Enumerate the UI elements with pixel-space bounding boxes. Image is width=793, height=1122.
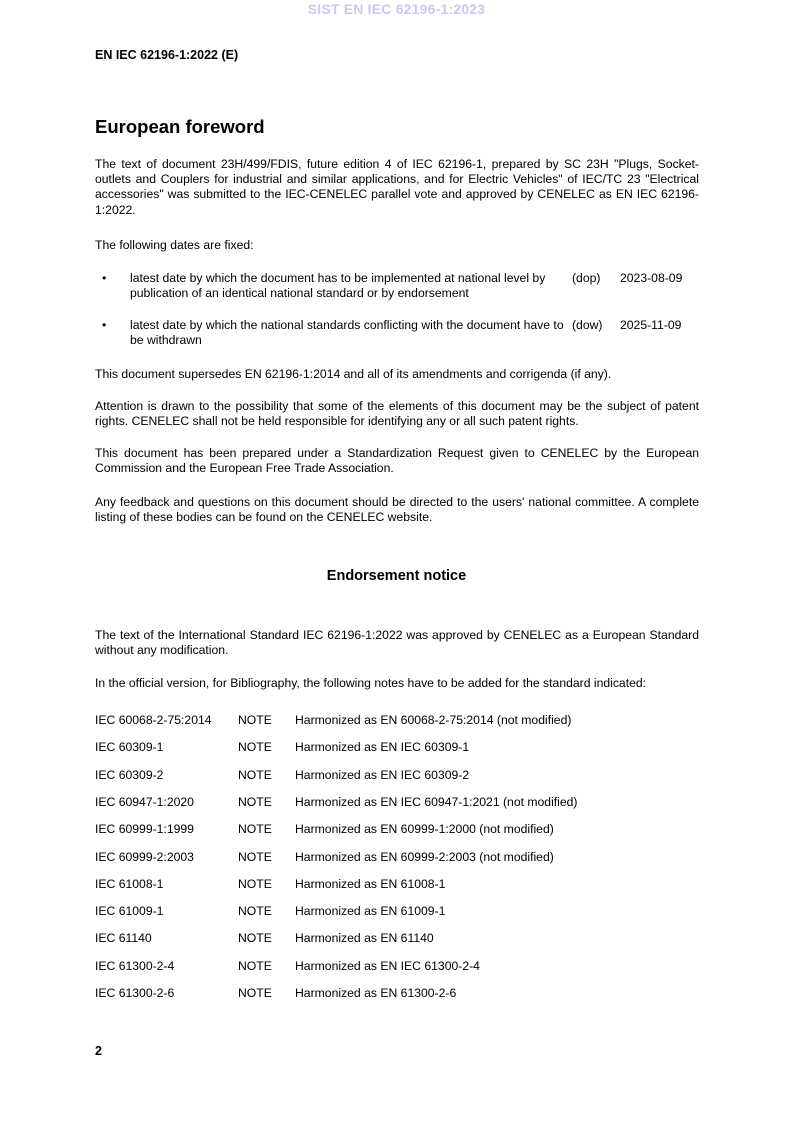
endorsement-title: Endorsement notice — [326, 568, 467, 584]
reference-standard: IEC 61300-2-4 — [95, 958, 175, 973]
reference-harmonized: Harmonized as EN 60999-2:2003 (not modified) — [295, 849, 554, 864]
reference-standard: IEC 60999-2:2003 — [95, 849, 194, 864]
reference-standard: IEC 60947-1:2020 — [95, 794, 194, 809]
reference-standard: IEC 60999-1:1999 — [95, 822, 194, 837]
reference-harmonized: Harmonized as EN 61300-2-6 — [295, 986, 457, 1000]
reference-harmonized: Harmonized as EN 61009-1 — [295, 904, 446, 919]
reference-harmonized: Harmonized as EN IEC 61300-2-4 — [295, 958, 480, 973]
date-item-text: latest date by which the national standards conflicting with the document have to be withdrawn — [130, 318, 564, 348]
page-number: 2 — [95, 1044, 102, 1058]
notes-intro-paragraph: In the official version, for Bibliography, the following notes have to be added for the standard indicated: — [95, 676, 647, 690]
reference-standard: IEC 60309-1 — [95, 740, 164, 755]
reference-note-label: NOTE — [238, 794, 272, 809]
document-id-header: EN IEC 62196-1:2022 (E) — [95, 48, 239, 62]
reference-note-label: NOTE — [238, 849, 272, 864]
reference-note-label: NOTE — [238, 986, 272, 1000]
foreword-intro-paragraph: The text of document 23H/499/FDIS, future edition 4 of IEC 62196-1, prepared by SC 23H "Plugs, Socket-outlets and Couplers for industrial and similar applications, and for Electric Vehicles" of IEC/TC 23 "Electrical accessories" was submitted to the IEC-CENELEC parallel vote and approved by CENELEC as EN IEC 62196-1:2022. — [95, 157, 699, 217]
reference-note-label: NOTE — [238, 931, 272, 946]
reference-note-label: NOTE — [238, 958, 272, 973]
supersedes-paragraph: This document supersedes EN 62196-1:2014 and all of its amendments and corrigenda (if any). — [95, 367, 612, 381]
reference-harmonized: Harmonized as EN IEC 60309-2 — [295, 767, 470, 782]
reference-standard: IEC 61140 — [95, 931, 152, 946]
date-item-code: (dop) — [572, 271, 601, 285]
reference-note-label: NOTE — [238, 822, 272, 837]
reference-standard: IEC 61300-2-6 — [95, 986, 175, 1000]
reference-standard: IEC 61008-1 — [95, 876, 164, 891]
reference-standard: IEC 60068-2-75:2014 — [95, 713, 212, 727]
reference-standard: IEC 60309-2 — [95, 767, 164, 782]
date-item-code: (dow) — [572, 318, 603, 332]
reference-harmonized: Harmonized as EN 61008-1 — [295, 876, 446, 891]
date-item-date: 2023-08-09 — [620, 271, 683, 285]
date-item-date: 2025-11-09 — [620, 318, 682, 332]
reference-note-label: NOTE — [238, 876, 272, 891]
reference-note-label: NOTE — [238, 713, 272, 727]
reference-note-label: NOTE — [238, 767, 272, 782]
watermark: SIST EN IEC 62196-1:2023 — [307, 1, 486, 17]
reference-standard: IEC 61009-1 — [95, 904, 164, 919]
reference-note-label: NOTE — [238, 904, 272, 919]
feedback-paragraph: Any feedback and questions on this document should be directed to the users' national committee. A complete listing of these bodies can be found on the CENELEC website. — [95, 495, 699, 525]
reference-note-label: NOTE — [238, 740, 272, 755]
bullet-icon: • — [102, 318, 107, 332]
dates-intro-paragraph: The following dates are fixed: — [95, 238, 254, 252]
reference-harmonized: Harmonized as EN 60999-1:2000 (not modified) — [295, 822, 554, 837]
patent-paragraph: Attention is drawn to the possibility that some of the elements of this document may be the subject of patent rights. CENELEC shall not be held responsible for identifying any or all such patent rights. — [95, 399, 699, 429]
standardization-paragraph: This document has been prepared under a Standardization Request given to CENELEC by the European Commission and the European Free Trade Association. — [95, 446, 699, 476]
date-item-text: latest date by which the document has to be implemented at national level by publication of an identical national standard or by endorsement — [130, 271, 546, 301]
foreword-title: European foreword — [95, 116, 265, 137]
reference-harmonized: Harmonized as EN IEC 60309-1 — [295, 740, 470, 755]
reference-harmonized: Harmonized as EN 61140 — [295, 931, 434, 946]
reference-harmonized: Harmonized as EN IEC 60947-1:2021 (not modified) — [295, 794, 578, 809]
reference-harmonized: Harmonized as EN 60068-2-75:2014 (not modified) — [295, 713, 572, 727]
endorsement-paragraph: The text of the International Standard IEC 62196-1:2022 was approved by CENELEC as a European Standard without any modification. — [95, 628, 699, 658]
bullet-icon: • — [102, 271, 107, 285]
